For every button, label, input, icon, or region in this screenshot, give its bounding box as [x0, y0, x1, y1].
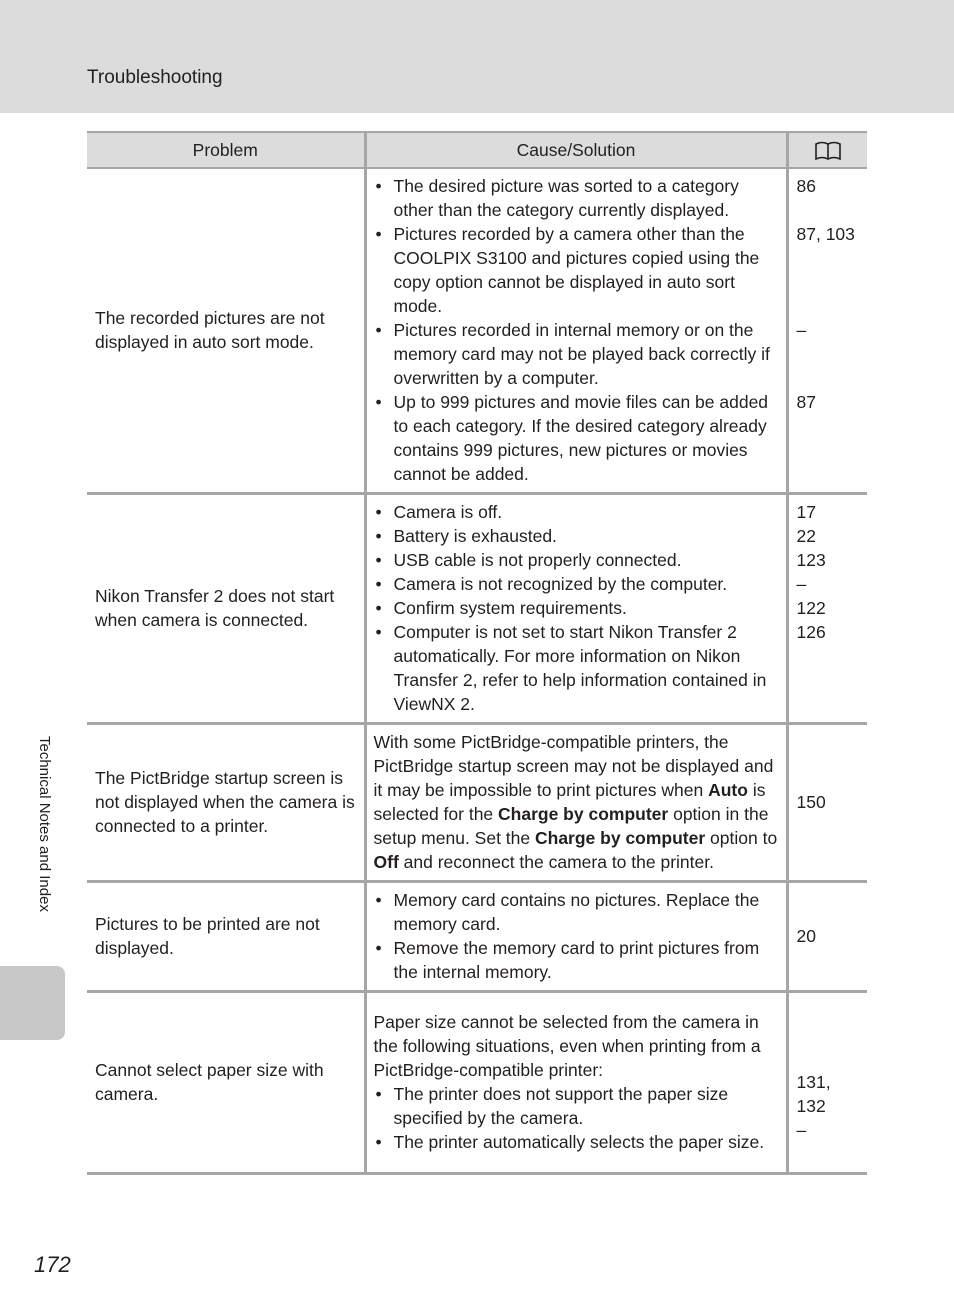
page-ref: [797, 998, 860, 1022]
cause-intro: Paper size cannot be selected from the camera in the following situations, even when printing from a PictBridge-compatible printer:: [373, 1012, 761, 1080]
list-item: • Camera is off.: [374, 500, 778, 524]
cause-solution-cell: [365, 882, 787, 992]
bullet-list: [374, 888, 778, 984]
list-item: • Up to 999 pictures and movie files can be added to each category. If the desired category already contains 999 pictures, new pictures or movies cannot be added.: [374, 390, 778, 486]
list-item: • Remove the memory card to print pictures from the internal memory.: [374, 936, 778, 984]
problem-cell: The PictBridge startup screen is not displayed when the camera is connected to a printer.: [87, 724, 365, 882]
reference-cell: [787, 992, 867, 1174]
page-number: 172: [34, 1252, 71, 1277]
list-item: • Pictures recorded in internal memory or on the memory card may not be played back correctly if overwritten by a computer.: [374, 318, 778, 390]
page-ref: 123: [796, 550, 826, 570]
page-ref: [797, 270, 860, 294]
page-ref: [797, 342, 860, 366]
cause-text: and reconnect the camera to the printer.: [398, 852, 714, 872]
list-item: • Battery is exhausted.: [374, 524, 778, 548]
page-ref: –: [796, 320, 807, 340]
page-ref: 86: [796, 176, 816, 196]
cause-text: option to: [705, 828, 778, 848]
page-ref: 87: [796, 392, 816, 412]
page-ref: 126: [796, 622, 826, 642]
reference-cell: [787, 168, 867, 494]
setting-auto: Auto: [708, 780, 748, 800]
page-ref: 132: [796, 1096, 826, 1116]
list-item: • Camera is not recognized by the computer.: [374, 572, 778, 596]
cause-text: With some PictBridge-compatible printers, the PictBridge startup screen may not be displayed and it may be impossible to print pictures when: [373, 732, 774, 800]
table-header-row: [87, 132, 867, 168]
list-item: • The printer automatically selects the paper size.: [374, 1130, 778, 1154]
page-ref: 122: [796, 598, 826, 618]
cause-solution-cell: [365, 992, 787, 1174]
bullet-list: [374, 500, 778, 716]
header-band: [0, 0, 954, 113]
page-ref: [797, 1046, 860, 1070]
page-ref: [797, 366, 860, 390]
list-item: • The printer does not support the paper size specified by the camera.: [374, 1082, 778, 1130]
list-item: • Confirm system requirements.: [374, 596, 778, 620]
problem-cell: The recorded pictures are not displayed in auto sort mode.: [87, 168, 365, 494]
section-side-tab: [0, 966, 65, 1040]
page-ref: [797, 198, 860, 222]
setting-off: Off: [373, 852, 399, 872]
list-item: • Memory card contains no pictures. Replace the memory card.: [374, 888, 778, 936]
table-row: [87, 992, 867, 1174]
bullet-list: [374, 1082, 778, 1154]
list-item: • USB cable is not properly connected.: [374, 548, 778, 572]
bullet-list: [374, 174, 778, 486]
page-ref: 20: [796, 926, 816, 946]
cause-text: is selected for the: [373, 780, 766, 824]
problem-cell: Pictures to be printed are not displayed.: [87, 882, 365, 992]
page-ref: 17: [796, 502, 816, 522]
page-ref: 22: [796, 526, 816, 546]
page-ref: 87, 103: [796, 224, 855, 244]
header-problem: Problem: [87, 132, 365, 168]
page-ref: –: [796, 574, 807, 594]
list-item: • Computer is not set to start Nikon Transfer 2 automatically. For more information on Nikon Transfer 2, refer to help information contained in ViewNX 2.: [374, 620, 778, 716]
page-ref-pad: [797, 438, 860, 462]
table-row: [87, 494, 867, 724]
page-ref: –: [796, 1120, 807, 1140]
reference-cell: [787, 724, 867, 882]
cause-text: option in the setup menu. Set the: [373, 804, 769, 848]
table-row: [87, 168, 867, 494]
table-row: [87, 724, 867, 882]
troubleshooting-table: [87, 131, 867, 1175]
header-reference: [787, 132, 867, 168]
section-side-label: Technical Notes and Index: [36, 736, 53, 912]
page-title: Troubleshooting: [87, 67, 223, 88]
page-ref-pad: [797, 414, 860, 438]
page-ref: [797, 1022, 860, 1046]
page-ref: 150: [796, 792, 826, 812]
reference-cell: [787, 494, 867, 724]
page-ref-pad: [797, 644, 860, 668]
cause-solution-cell: [365, 494, 787, 724]
problem-cell: Nikon Transfer 2 does not start when camera is connected.: [87, 494, 365, 724]
cause-solution-cell: [365, 168, 787, 494]
header-cause-solution: Cause/Solution: [365, 132, 787, 168]
setting-charge-by-computer: Charge by computer: [535, 828, 706, 848]
page-ref: 131,: [796, 1072, 831, 1092]
reference-cell: [787, 882, 867, 992]
book-icon: [814, 141, 842, 161]
page-ref: [797, 294, 860, 318]
list-item: • Pictures recorded by a camera other than the COOLPIX S3100 and pictures copied using the copy option cannot be displayed in auto sort mode.: [374, 222, 778, 318]
table-row: [87, 882, 867, 992]
list-item: • The desired picture was sorted to a category other than the category currently displayed.: [374, 174, 778, 222]
problem-cell: Cannot select paper size with camera.: [87, 992, 365, 1174]
page-ref-pad: [797, 462, 860, 486]
page-ref-pad: [797, 668, 860, 692]
setting-charge-by-computer: Charge by computer: [498, 804, 669, 824]
page-ref: [797, 246, 860, 270]
page-ref: [797, 1142, 860, 1166]
cause-solution-cell: [365, 724, 787, 882]
page-ref-pad: [797, 692, 860, 716]
